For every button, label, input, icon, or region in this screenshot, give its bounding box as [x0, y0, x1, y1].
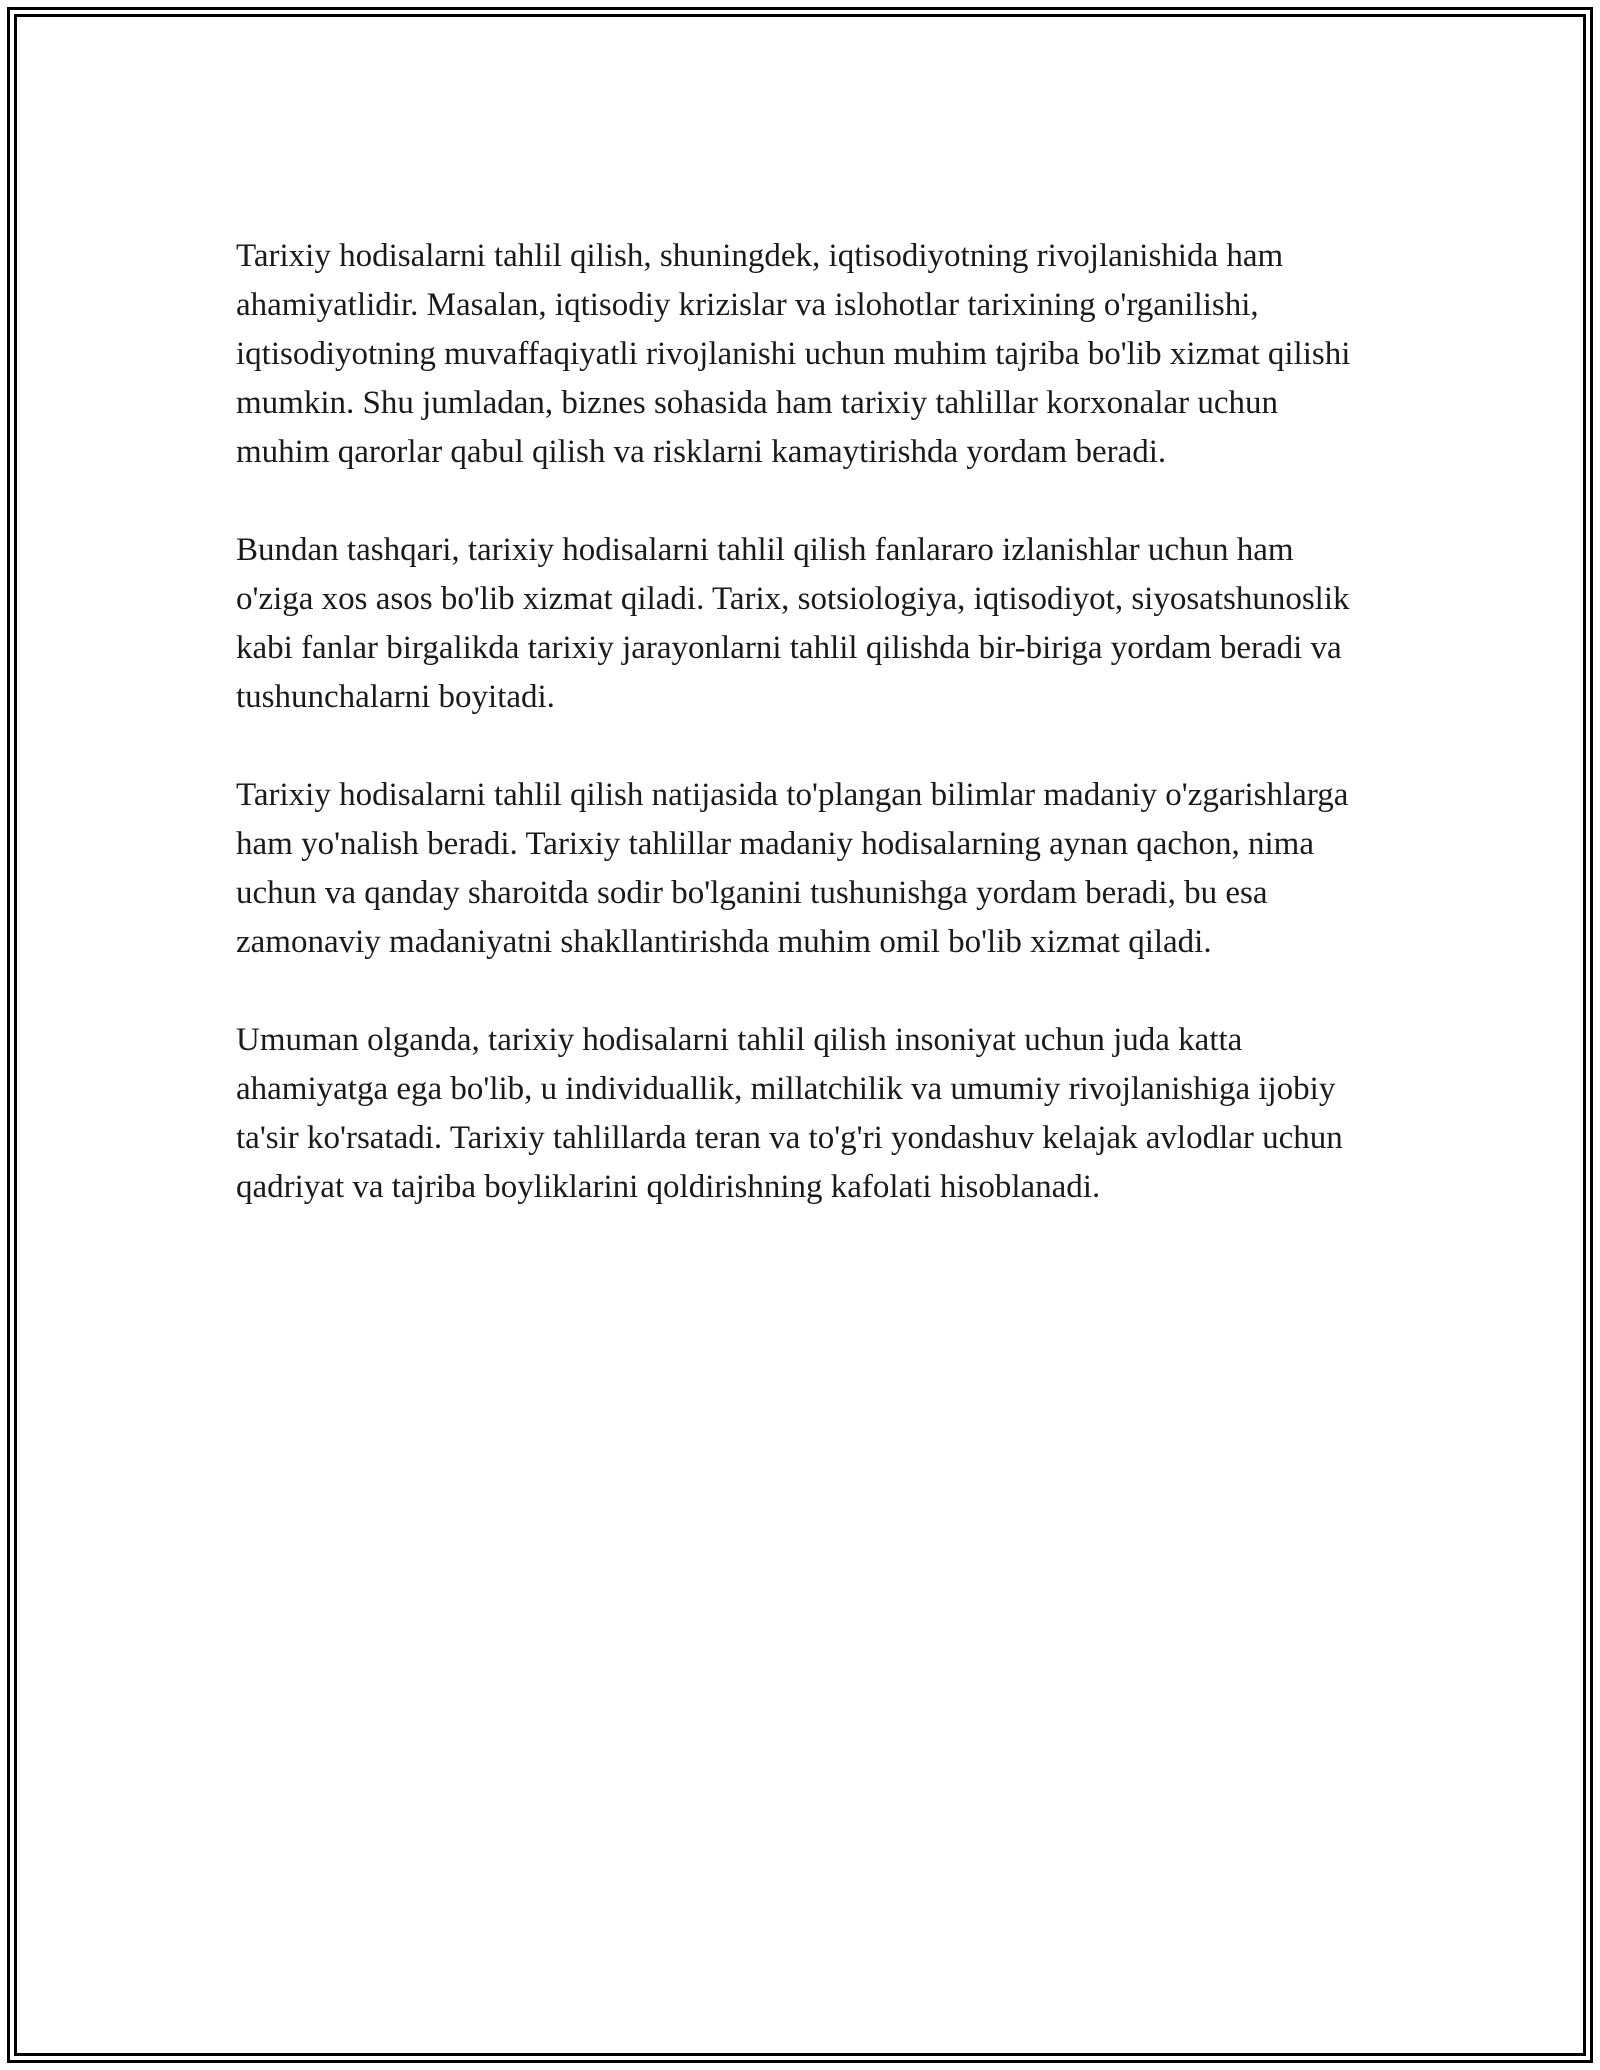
paragraph-2: Bundan tashqari, tarixiy hodisalarni tahlil qilish fanlararo izlanishlar uchun ham o'ziga xos asos bo'lib xizmat qiladi. Tarix, sotsiologiya, iqtisodiyot, siyosatshunoslik kabi fanlar birgalikda tarixiy jarayonlarni tahlil qilishda bir-biriga yordam beradi va tushunchalarni boyitadi. [236, 532, 1350, 715]
paragraph-4: Umuman olganda, tarixiy hodisalarni tahlil qilish insoniyat uchun juda katta ahamiyatga ega bo'lib, u individuallik, millatchilik va umumiy rivojlanishiga ijobiy ta'sir ko'rsatadi. Tarixiy tahlillarda teran va to'g'ri yondashuv kelajak avlodlar uchun qadriyat va tajriba boyliklarini qoldirishning kafolati hisoblanadi. [236, 1022, 1343, 1205]
document-body [236, 232, 1376, 1261]
paragraph-3: Tarixiy hodisalarni tahlil qilish natijasida to'plangan bilimlar madaniy o'zgarishlarga ham yo'nalish beradi. Tarixiy tahlillar madaniy hodisalarning aynan qachon, nima uchun va qanday sharoitda sodir bo'lganini tushunishga yordam beradi, bu esa zamonaviy madaniyatni shakllantirishda muhim omil bo'lib xizmat qiladi. [236, 777, 1349, 960]
paragraph-1: Tarixiy hodisalarni tahlil qilish, shuningdek, iqtisodiyotning rivojlanishida ham ahamiyatlidir. Masalan, iqtisodiy krizislar va islohotlar tarixining o'rganilishi, iqtisodiyotning muvaffaqiyatli rivojlanishi uchun muhim tajriba bo'lib xizmat qilishi mumkin. Shu jumladan, biznes sohasida ham tarixiy tahlillar korxonalar uchun muhim qarorlar qabul qilish va risklarni kamaytirishda yordam beradi. [236, 238, 1351, 470]
